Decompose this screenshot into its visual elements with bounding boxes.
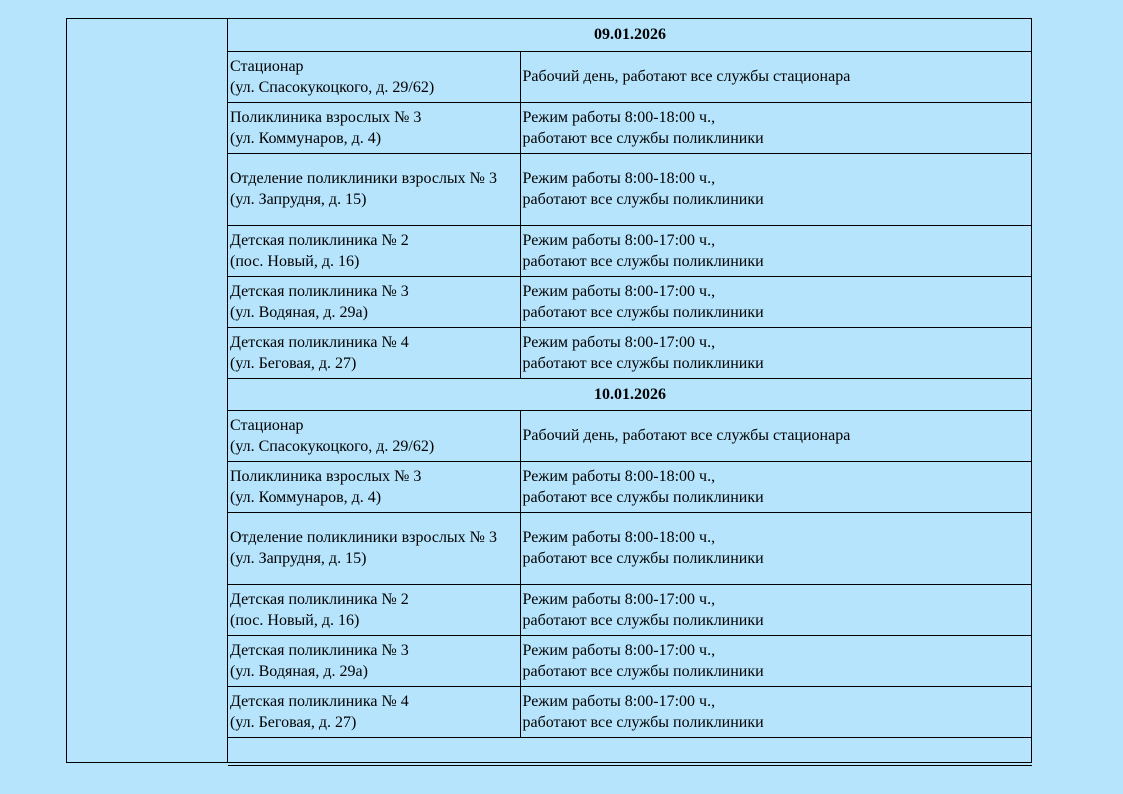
table-row xyxy=(228,153,1032,225)
status-line1: Режим работы 8:00-18:00 ч., xyxy=(522,529,716,546)
facility-name: Поликлиника взрослых № 3 xyxy=(230,108,422,126)
facility-cell xyxy=(228,327,520,378)
status-line2: работают все службы поликлиники xyxy=(522,713,764,731)
status-cell xyxy=(520,686,1032,737)
facility-address: (ул. Водяная, д. 29а) xyxy=(230,662,368,680)
facility-address: (ул. Беговая, д. 27) xyxy=(230,354,357,372)
facility-cell xyxy=(228,51,520,102)
status-line2: работают все службы поликлиники xyxy=(522,354,764,372)
table-row xyxy=(228,327,1032,378)
status-line1: Режим работы 8:00-18:00 ч., xyxy=(522,108,716,126)
status-cell xyxy=(520,410,1032,461)
facility-name: Стационар xyxy=(230,416,304,434)
status-line2: работают все службы поликлиники xyxy=(522,550,764,567)
table-row xyxy=(228,584,1032,635)
date-header: 10.01.2026 xyxy=(228,378,1032,410)
facility-name: Отделение поликлиники взрослых № 3 xyxy=(230,529,497,546)
status-cell xyxy=(520,51,1032,102)
facility-cell xyxy=(228,584,520,635)
status-line1: Режим работы 8:00-17:00 ч., xyxy=(522,692,716,710)
status-line2: работают все службы поликлиники xyxy=(522,129,764,147)
facility-cell xyxy=(228,102,520,153)
facility-name: Стационар xyxy=(230,57,304,75)
facility-cell xyxy=(228,276,520,327)
facility-address: (ул. Спасокукоцкого, д. 29/62) xyxy=(230,78,435,96)
status-line1: Режим работы 8:00-17:00 ч., xyxy=(522,333,716,351)
table-row xyxy=(228,225,1032,276)
status-cell xyxy=(520,102,1032,153)
facility-name: Детская поликлиника № 2 xyxy=(230,590,409,608)
facility-address: (ул. Запрудня, д. 15) xyxy=(230,550,367,567)
status-line2: работают все службы поликлиники xyxy=(522,611,764,629)
status-line2: работают все службы поликлиники xyxy=(522,488,764,506)
table-row xyxy=(228,461,1032,512)
schedule-frame xyxy=(66,18,1032,763)
left-empty-column xyxy=(67,19,228,762)
facility-cell xyxy=(228,635,520,686)
facility-address: (пос. Новый, д. 16) xyxy=(230,611,360,629)
facility-name: Детская поликлиника № 3 xyxy=(230,282,409,300)
status-line1: Режим работы 8:00-17:00 ч., xyxy=(522,641,716,659)
status-line2: работают все службы поликлиники xyxy=(522,303,764,321)
table-row xyxy=(228,635,1032,686)
facility-address: (ул. Беговая, д. 27) xyxy=(230,713,357,731)
status-cell xyxy=(520,512,1032,584)
facility-cell xyxy=(228,512,520,584)
table-row xyxy=(228,686,1032,737)
facility-address: (ул. Спасокукоцкого, д. 29/62) xyxy=(230,437,435,455)
facility-name: Детская поликлиника № 3 xyxy=(230,641,409,659)
status-line2: работают все службы поликлиники xyxy=(522,191,764,208)
facility-cell xyxy=(228,410,520,461)
table-row xyxy=(228,51,1032,102)
date-header-row xyxy=(228,378,1032,410)
date-header-row xyxy=(228,19,1032,51)
status-cell xyxy=(520,153,1032,225)
facility-name: Детская поликлиника № 4 xyxy=(230,333,409,351)
facility-cell xyxy=(228,153,520,225)
facility-cell xyxy=(228,225,520,276)
facility-name: Детская поликлиника № 2 xyxy=(230,231,409,249)
empty-cell xyxy=(228,737,1032,765)
status-line1: Режим работы 8:00-17:00 ч., xyxy=(522,282,716,300)
empty-row xyxy=(228,737,1032,765)
facility-name: Отделение поликлиники взрослых № 3 xyxy=(230,170,497,187)
status-line1: Рабочий день, работают все службы стационара xyxy=(522,68,851,85)
status-line2: работают все службы поликлиники xyxy=(522,252,764,270)
facility-cell xyxy=(228,461,520,512)
facility-address: (ул. Запрудня, д. 15) xyxy=(230,191,367,208)
status-cell xyxy=(520,461,1032,512)
status-line1: Режим работы 8:00-17:00 ч., xyxy=(522,231,716,249)
facility-address: (ул. Водяная, д. 29а) xyxy=(230,303,368,321)
facility-name: Детская поликлиника № 4 xyxy=(230,692,409,710)
status-cell xyxy=(520,276,1032,327)
status-line2: работают все службы поликлиники xyxy=(522,662,764,680)
table-row xyxy=(228,410,1032,461)
status-line1: Режим работы 8:00-17:00 ч., xyxy=(522,590,716,608)
status-cell xyxy=(520,327,1032,378)
table-row xyxy=(228,102,1032,153)
facility-cell xyxy=(228,686,520,737)
status-cell xyxy=(520,225,1032,276)
status-cell xyxy=(520,584,1032,635)
status-cell xyxy=(520,635,1032,686)
status-line1: Режим работы 8:00-18:00 ч., xyxy=(522,467,716,485)
facility-address: (пос. Новый, д. 16) xyxy=(230,252,360,270)
facility-address: (ул. Коммунаров, д. 4) xyxy=(230,129,382,147)
facility-address: (ул. Коммунаров, д. 4) xyxy=(230,488,382,506)
table-row xyxy=(228,512,1032,584)
schedule-table xyxy=(228,19,1032,766)
status-line1: Режим работы 8:00-18:00 ч., xyxy=(522,170,716,187)
facility-name: Поликлиника взрослых № 3 xyxy=(230,467,422,485)
status-line1: Рабочий день, работают все службы стационара xyxy=(522,427,851,444)
table-row xyxy=(228,276,1032,327)
date-header: 09.01.2026 xyxy=(228,19,1032,51)
